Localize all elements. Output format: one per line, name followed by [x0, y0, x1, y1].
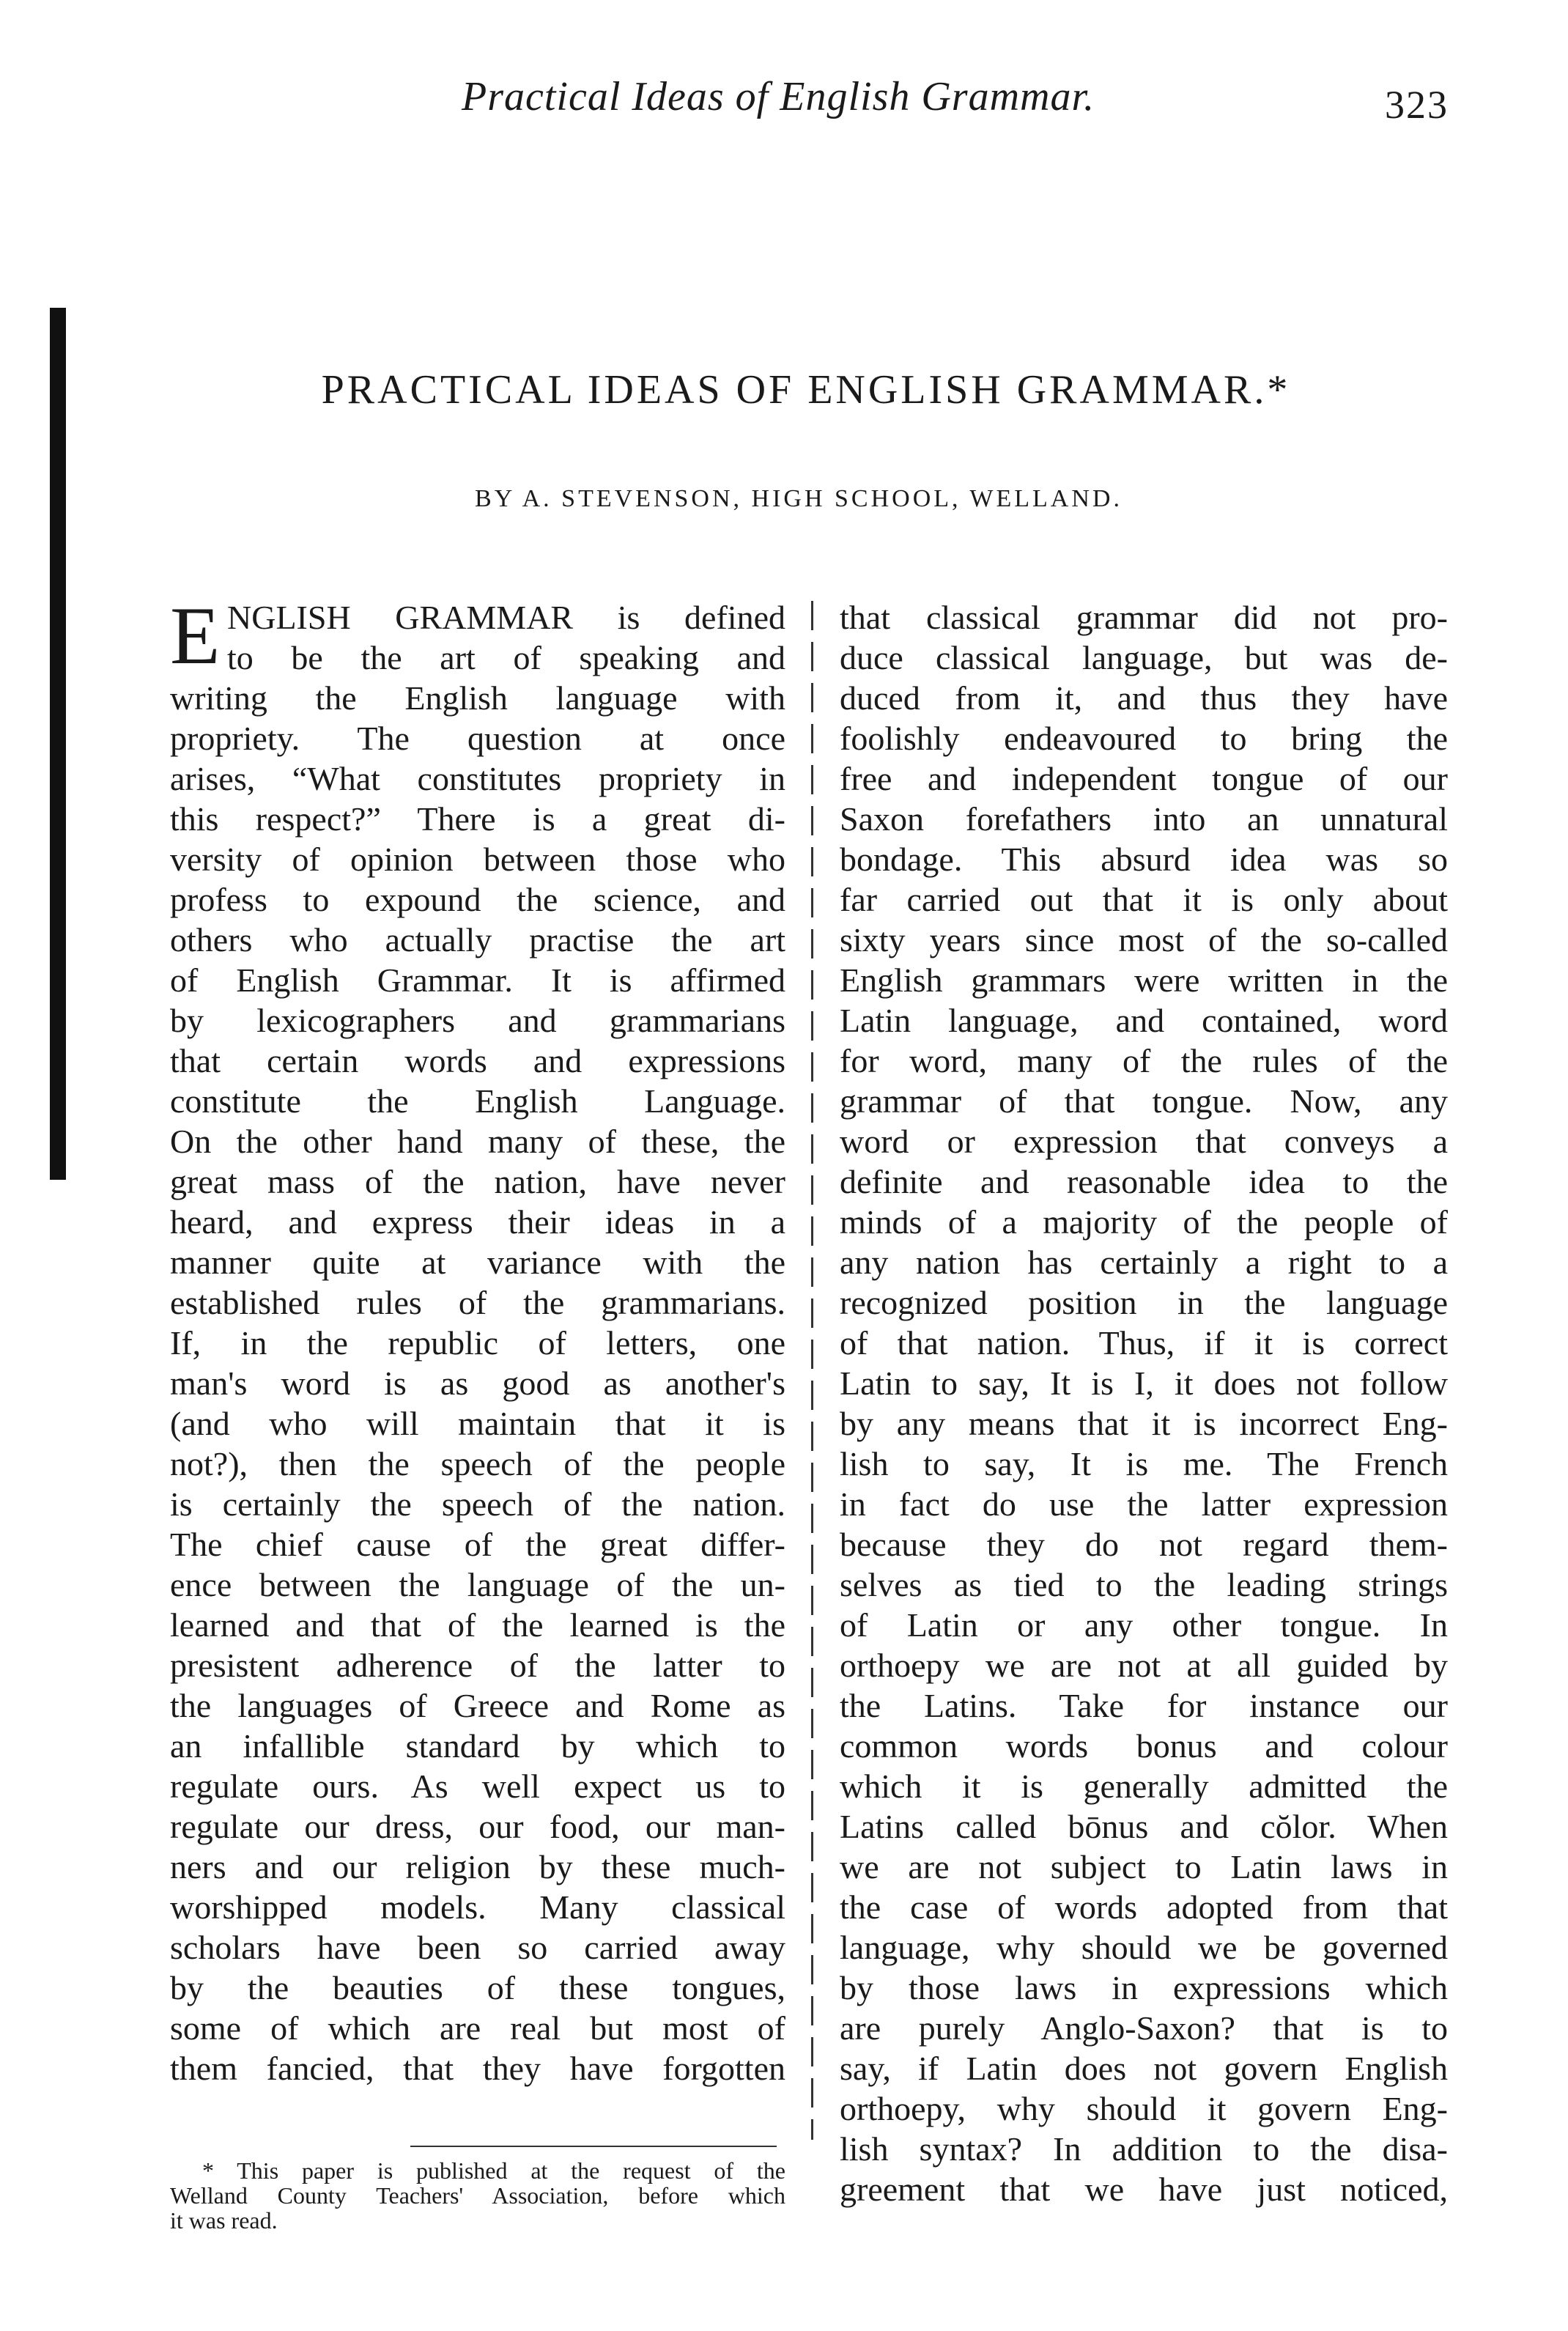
text-line: Latin to say, It is I, it does not follow	[840, 1364, 1448, 1402]
text-line: ence between the language of the un-	[170, 1566, 785, 1603]
text-line: that classical grammar did not pro-	[840, 599, 1448, 636]
text-line: which it is generally admitted the	[840, 1767, 1448, 1805]
text-line: lish syntax? In addition to the disa-	[840, 2130, 1448, 2168]
text-line: established rules of the grammarians.	[170, 1284, 785, 1321]
text-line: orthoepy, why should it govern Eng-	[840, 2090, 1448, 2127]
drop-cap: E	[170, 591, 221, 681]
text-line: minds of a majority of the people of	[840, 1203, 1448, 1241]
text-line: recognized position in the language	[840, 1284, 1448, 1321]
right-column	[840, 597, 1448, 2209]
text-line: language, why should we be governed	[840, 1929, 1448, 1966]
text-line: manner quite at variance with the	[170, 1244, 785, 1281]
text-line: definite and reasonable idea to the	[840, 1163, 1448, 1200]
text-line: not?), then the speech of the people	[170, 1445, 785, 1482]
text-line: foolishly endeavoured to bring the	[840, 720, 1448, 757]
text-line: some of which are real but most of	[170, 2009, 785, 2047]
text-line: English grammars were written in the	[840, 961, 1448, 999]
text-line: greement that we have just noticed,	[840, 2171, 1448, 2208]
scan-edge-bar	[50, 308, 66, 1180]
text-line: by the beauties of these tongues,	[170, 1969, 785, 2006]
text-line: On the other hand many of these, the	[170, 1123, 785, 1160]
article-byline: BY A. STEVENSON, HIGH SCHOOL, WELLAND.	[475, 485, 1123, 512]
text-line: word or expression that conveys a	[840, 1123, 1448, 1160]
text-line: writing the English language with	[170, 679, 785, 717]
text-line: Latins called bōnus and cŏlor. When	[840, 1808, 1448, 1845]
text-line: the languages of Greece and Rome as	[170, 1687, 785, 1724]
text-line: this respect?” There is a great di-	[170, 800, 785, 838]
text-line: by those laws in expressions which	[840, 1969, 1448, 2006]
text-line: are purely Anglo-Saxon? that is to	[840, 2009, 1448, 2047]
text-line: constitute the English Language.	[170, 1082, 785, 1120]
text-line: regulate ours. As well expect us to	[170, 1767, 785, 1805]
footnote-rule	[410, 2146, 777, 2147]
text-line: NGLISH GRAMMAR is defined	[227, 599, 785, 636]
footnote-line: Welland County Teachers' Association, before which	[170, 2182, 785, 2209]
text-line: because they do not regard them-	[840, 1526, 1448, 1563]
text-line: free and independent tongue of our	[840, 760, 1448, 797]
text-line: arises, “What constitutes propriety in	[170, 760, 785, 797]
text-line: profess to expound the science, and	[170, 881, 785, 918]
text-line: any nation has certainly a right to a	[840, 1244, 1448, 1281]
text-line: of Latin or any other tongue. In	[840, 1606, 1448, 1644]
text-line: Saxon forefathers into an unnatural	[840, 800, 1448, 838]
text-line: by lexicographers and grammarians	[170, 1002, 785, 1039]
text-line: If, in the republic of letters, one	[170, 1324, 785, 1362]
text-line: far carried out that it is only about	[840, 881, 1448, 918]
text-line: an infallible standard by which to	[170, 1727, 785, 1765]
column-divider	[811, 601, 813, 2140]
text-line: Latin language, and contained, word	[840, 1002, 1448, 1039]
footnote-line: it was read.	[170, 2207, 278, 2234]
text-line: man's word is as good as another's	[170, 1364, 785, 1402]
text-line: the Latins. Take for instance our	[840, 1687, 1448, 1724]
text-line: we are not subject to Latin laws in	[840, 1848, 1448, 1885]
text-line: presistent adherence of the latter to	[170, 1647, 785, 1684]
text-line: propriety. The question at once	[170, 720, 785, 757]
page-number: 323	[1385, 83, 1449, 127]
text-line: versity of opinion between those who	[170, 841, 785, 878]
text-line: others who actually practise the art	[170, 921, 785, 958]
text-line: bondage. This absurd idea was so	[840, 841, 1448, 878]
text-line: lish to say, It is me. The French	[840, 1445, 1448, 1482]
text-line: is certainly the speech of the nation.	[170, 1485, 785, 1523]
text-line: ners and our religion by these much-	[170, 1848, 785, 1885]
text-line: scholars have been so carried away	[170, 1929, 785, 1966]
text-line: duced from it, and thus they have	[840, 679, 1448, 717]
text-line: of English Grammar. It is affirmed	[170, 961, 785, 999]
text-line: by any means that it is incorrect Eng-	[840, 1405, 1448, 1442]
text-line: duce classical language, but was de-	[840, 639, 1448, 676]
text-line: orthoepy we are not at all guided by	[840, 1647, 1448, 1684]
footnote-line: * This paper is published at the request of the	[202, 2157, 785, 2184]
text-line: in fact do use the latter expression	[840, 1485, 1448, 1523]
running-title: Practical Ideas of English Grammar.	[462, 74, 1095, 119]
text-line: to be the art of speaking and	[227, 639, 785, 676]
text-line: regulate our dress, our food, our man-	[170, 1808, 785, 1845]
text-line: grammar of that tongue. Now, any	[840, 1082, 1448, 1120]
text-line: selves as tied to the leading strings	[840, 1566, 1448, 1603]
text-line: for word, many of the rules of the	[840, 1042, 1448, 1079]
text-line: them fancied, that they have forgotten	[170, 2050, 785, 2087]
text-line: common words bonus and colour	[840, 1727, 1448, 1765]
text-line: worshipped models. Many classical	[170, 1888, 785, 1926]
text-line: The chief cause of the great differ-	[170, 1526, 785, 1563]
footnote	[170, 2158, 785, 2233]
text-line: say, if Latin does not govern English	[840, 2050, 1448, 2087]
text-line: learned and that of the learned is the	[170, 1606, 785, 1644]
text-line: heard, and express their ideas in a	[170, 1203, 785, 1241]
text-line: (and who will maintain that it is	[170, 1405, 785, 1442]
left-column	[170, 591, 785, 2088]
text-line: great mass of the nation, have never	[170, 1163, 785, 1200]
article-title: PRACTICAL IDEAS OF ENGLISH GRAMMAR.*	[321, 367, 1291, 413]
text-line: that certain words and expressions	[170, 1042, 785, 1079]
text-line: the case of words adopted from that	[840, 1888, 1448, 1926]
text-line: sixty years since most of the so-called	[840, 921, 1448, 958]
text-line: of that nation. Thus, if it is correct	[840, 1324, 1448, 1362]
